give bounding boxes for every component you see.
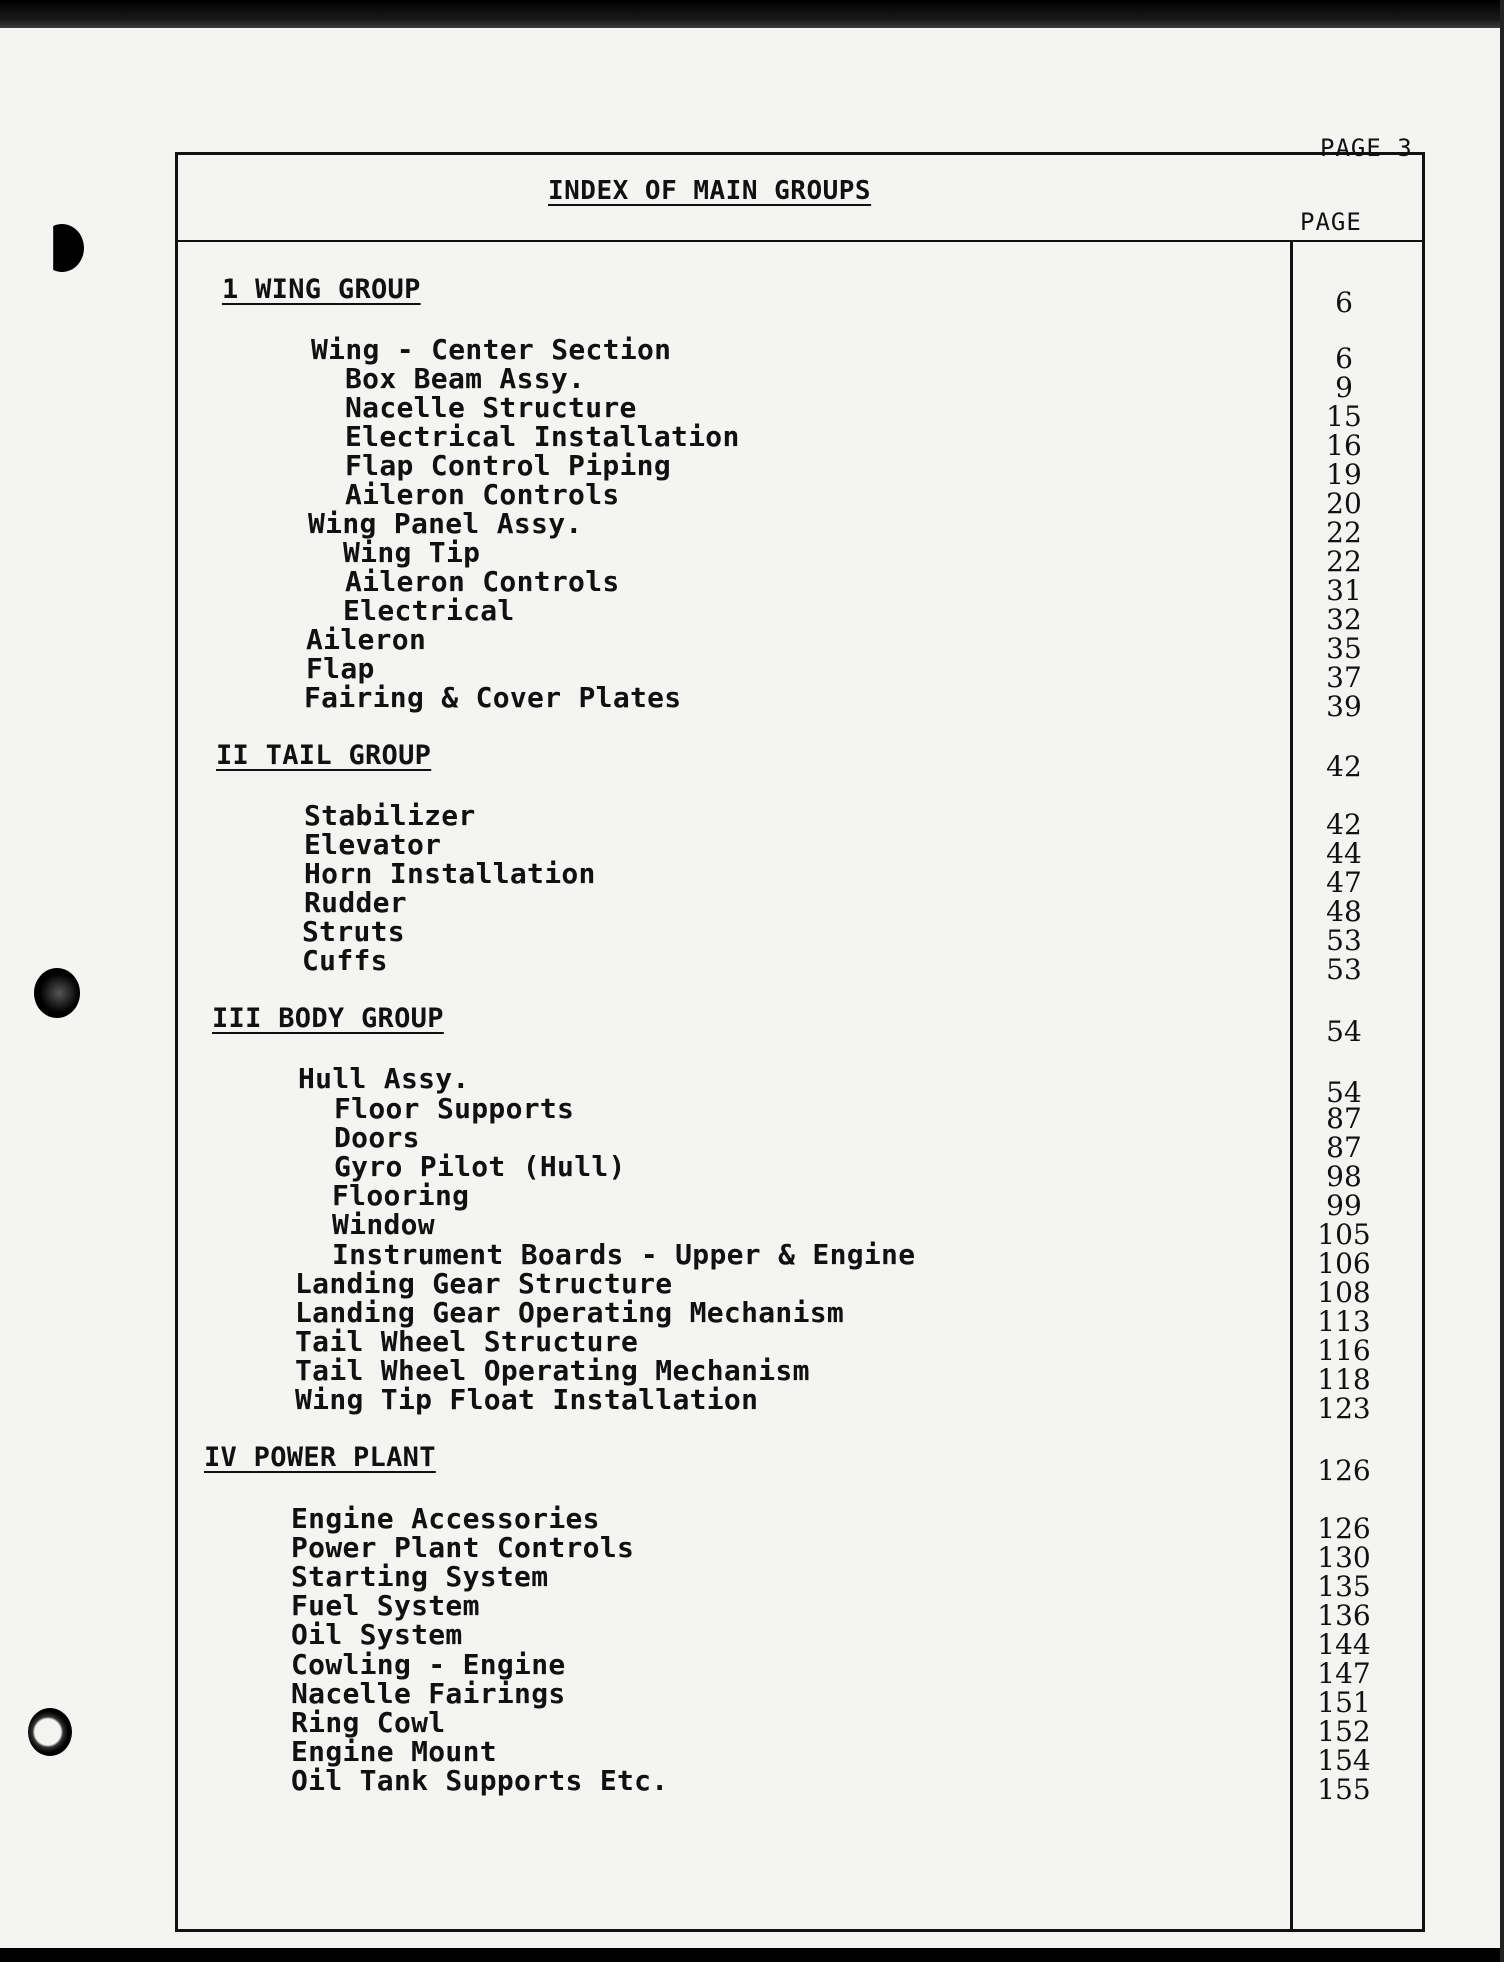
index-entry: Electrical Installation xyxy=(345,420,740,453)
index-entry: Wing Tip xyxy=(343,536,481,569)
scan-border-bottom xyxy=(0,1948,1504,1962)
group-heading: III BODY GROUP xyxy=(212,1003,444,1034)
page-ref: 47 xyxy=(1326,866,1362,899)
index-entry: Tail Wheel Structure xyxy=(295,1325,639,1358)
page-ref: 154 xyxy=(1317,1744,1371,1777)
page-ref: 39 xyxy=(1326,690,1362,723)
page-ref: 130 xyxy=(1317,1541,1371,1574)
page-ref: 54 xyxy=(1326,1076,1362,1109)
page-ref: 42 xyxy=(1326,808,1362,841)
page-ref: 87 xyxy=(1326,1131,1362,1164)
index-entry: Engine Mount xyxy=(291,1735,497,1768)
page-ref: 15 xyxy=(1326,400,1362,433)
index-entry: Aileron Controls xyxy=(345,478,620,511)
page-ref: 136 xyxy=(1317,1599,1371,1632)
page-ref: 108 xyxy=(1317,1276,1371,1309)
page-ref: 32 xyxy=(1326,603,1362,636)
page-column-divider xyxy=(1290,242,1293,1932)
index-entry: Oil Tank Supports Etc. xyxy=(291,1764,669,1797)
page-ref: 53 xyxy=(1326,924,1362,957)
index-entry: Gyro Pilot (Hull) xyxy=(334,1150,626,1183)
page-ref: 123 xyxy=(1317,1392,1371,1425)
punch-hole-icon xyxy=(34,968,80,1018)
index-entry: Flap Control Piping xyxy=(345,449,671,482)
index-entry: Box Beam Assy. xyxy=(345,362,586,395)
page-ref: 53 xyxy=(1326,953,1362,986)
page-ref: 106 xyxy=(1317,1247,1371,1280)
page-ref: 98 xyxy=(1326,1160,1362,1193)
group-heading: II TAIL GROUP xyxy=(216,740,432,771)
index-entry: Cowling - Engine xyxy=(291,1648,566,1681)
index-entry: Ring Cowl xyxy=(291,1706,446,1739)
index-entry: Starting System xyxy=(291,1560,549,1593)
index-entry: Nacelle Fairings xyxy=(291,1677,566,1710)
index-entry: Landing Gear Operating Mechanism xyxy=(295,1296,845,1329)
page-ref: 48 xyxy=(1326,895,1362,928)
page-ref: 87 xyxy=(1326,1102,1362,1135)
page-ref: 126 xyxy=(1317,1512,1371,1545)
page-number: PAGE 3 xyxy=(1320,134,1413,162)
page-ref: 6 xyxy=(1335,342,1353,375)
index-entry: Instrument Boards - Upper & Engine xyxy=(332,1238,916,1271)
scan-border-top xyxy=(0,0,1504,28)
page-ref: 155 xyxy=(1317,1773,1371,1806)
index-entry: Fuel System xyxy=(291,1589,480,1622)
page-ref: 44 xyxy=(1326,837,1362,870)
group-heading: 1 WING GROUP xyxy=(222,274,421,305)
index-entry: Doors xyxy=(334,1121,420,1154)
index-entry: Window xyxy=(332,1208,435,1241)
index-entry: Wing Tip Float Installation xyxy=(295,1383,759,1416)
index-entry: Elevator xyxy=(304,828,442,861)
index-entry: Rudder xyxy=(304,886,407,919)
header-divider xyxy=(175,240,1425,242)
page-ref: 135 xyxy=(1317,1570,1371,1603)
page-ref: 126 xyxy=(1317,1454,1371,1487)
page-ref: 144 xyxy=(1317,1628,1371,1661)
page-ref: 19 xyxy=(1326,458,1362,491)
index-entry: Flap xyxy=(306,652,375,685)
index-entry: Landing Gear Structure xyxy=(295,1267,673,1300)
index-entry: Wing - Center Section xyxy=(311,333,672,366)
page-ref: 20 xyxy=(1326,487,1362,520)
index-entry: Cuffs xyxy=(302,944,388,977)
index-entry: Struts xyxy=(302,915,405,948)
index-entry: Aileron xyxy=(306,623,427,656)
index-entry: Tail Wheel Operating Mechanism xyxy=(295,1354,810,1387)
page-ref: 6 xyxy=(1335,286,1353,319)
page-ref: 35 xyxy=(1326,632,1362,665)
index-entry: Oil System xyxy=(291,1618,463,1651)
group-heading: IV POWER PLANT xyxy=(204,1442,436,1473)
punch-hole-icon xyxy=(40,224,84,272)
page-ref: 113 xyxy=(1317,1305,1371,1338)
index-entry: Fairing & Cover Plates xyxy=(304,681,682,714)
index-entry: Electrical xyxy=(343,594,515,627)
page-ref: 22 xyxy=(1326,516,1362,549)
index-entry: Nacelle Structure xyxy=(345,391,637,424)
page-ref: 16 xyxy=(1326,429,1362,462)
index-entry: Flooring xyxy=(332,1179,470,1212)
index-entry: Floor Supports xyxy=(334,1092,575,1125)
index-entry: Wing Panel Assy. xyxy=(308,507,583,540)
page-title: INDEX OF MAIN GROUPS xyxy=(548,176,872,206)
index-entry: Power Plant Controls xyxy=(291,1531,635,1564)
index-entry: Hull Assy. xyxy=(298,1062,470,1095)
page-ref: 22 xyxy=(1326,545,1362,578)
index-entry: Engine Accessories xyxy=(291,1502,600,1535)
page-ref: 42 xyxy=(1326,750,1362,783)
page-ref: 147 xyxy=(1317,1657,1371,1690)
page-column-header: PAGE xyxy=(1300,208,1362,236)
page-ref: 105 xyxy=(1317,1218,1371,1251)
page-ref: 37 xyxy=(1326,661,1362,694)
page-ref: 31 xyxy=(1326,574,1362,607)
page-ref: 54 xyxy=(1326,1015,1362,1048)
page-ref: 152 xyxy=(1317,1715,1371,1748)
page-ref: 151 xyxy=(1317,1686,1371,1719)
page-ref: 118 xyxy=(1317,1363,1371,1396)
page-ref: 99 xyxy=(1326,1189,1362,1222)
index-entry: Aileron Controls xyxy=(345,565,620,598)
page-ref: 116 xyxy=(1317,1334,1371,1367)
index-entry: Horn Installation xyxy=(304,857,596,890)
index-entry: Stabilizer xyxy=(304,799,476,832)
scan-border-right xyxy=(1500,0,1504,1962)
punch-hole-icon xyxy=(28,1708,72,1756)
page-ref: 9 xyxy=(1335,371,1353,404)
